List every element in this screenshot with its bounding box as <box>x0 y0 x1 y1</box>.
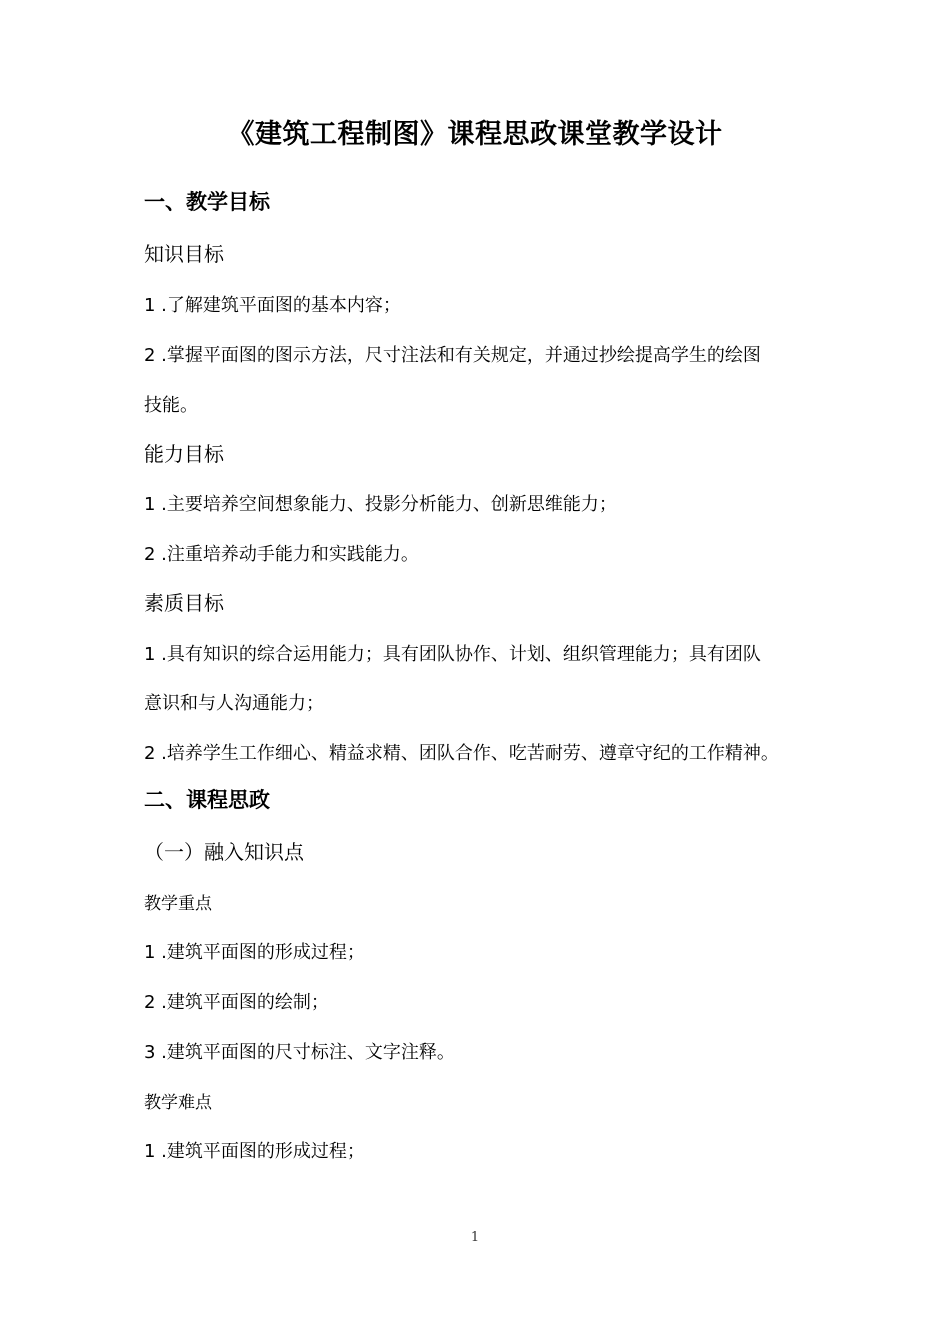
subheading-knowledge-goals: 知识目标 <box>144 242 224 266</box>
quality-goal-2: 2 .培养学生工作细心、精益求精、团队合作、吃苦耐劳、遵章守纪的工作精神。 <box>144 743 779 764</box>
page-number: 1 <box>470 1230 480 1245</box>
key-point-1: 1 .建筑平面图的形成过程； <box>144 942 365 963</box>
quality-goal-1-line2: 意识和与人沟通能力； <box>144 693 324 714</box>
key-point-2: 2 .建筑平面图的绘制； <box>144 992 329 1013</box>
ability-goal-2: 2 .注重培养动手能力和实践能力。 <box>144 544 419 565</box>
subheading-quality-goals: 素质目标 <box>144 591 224 615</box>
section-heading-teaching-goals: 一、教学目标 <box>144 190 270 214</box>
subheading-teaching-difficulties: 教学难点 <box>144 1093 212 1113</box>
section-heading-course-ideology: 二、课程思政 <box>144 788 270 812</box>
difficulty-1: 1 .建筑平面图的形成过程； <box>144 1141 365 1162</box>
key-point-3: 3 .建筑平面图的尺寸标注、文字注释。 <box>144 1042 455 1063</box>
document-title: 《建筑工程制图》课程思政课堂教学设计 <box>227 119 723 150</box>
knowledge-goal-2-line2: 技能。 <box>144 395 198 416</box>
knowledge-goal-2-line1: 2 .掌握平面图的图示方法，尺寸注法和有关规定，并通过抄绘提高学生的绘图 <box>144 345 761 366</box>
subheading-ability-goals: 能力目标 <box>144 442 224 466</box>
knowledge-goal-1: 1 .了解建筑平面图的基本内容； <box>144 295 401 316</box>
quality-goal-1-line1: 1 .具有知识的综合运用能力；具有团队协作、计划、组织管理能力；具有团队 <box>144 644 761 665</box>
subheading-knowledge-points: （一）融入知识点 <box>144 840 304 864</box>
subheading-teaching-key-points: 教学重点 <box>144 894 212 914</box>
ability-goal-1: 1 .主要培养空间想象能力、投影分析能力、创新思维能力； <box>144 494 617 515</box>
